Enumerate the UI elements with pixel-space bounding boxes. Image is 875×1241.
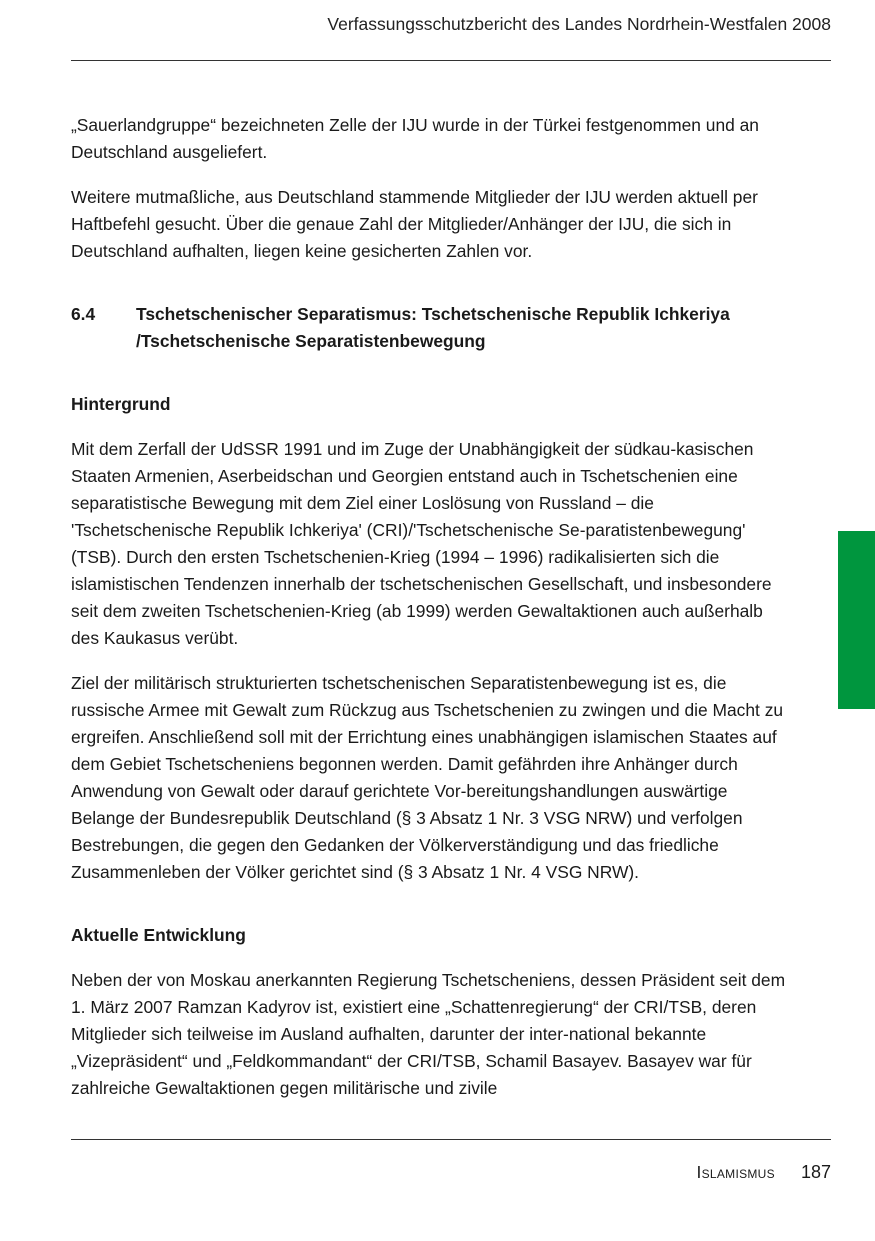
page-body — [71, 112, 791, 1102]
current-paragraph-1: Neben der von Moskau anerkannten Regierung Tschetscheniens, dessen Präsident seit dem 1. März 2007 Ramzan Kadyrov ist, existiert eine „Schattenregierung“ der CRI/TSB, deren Mitglieder sich teilweise im Ausland aufhalten, darunter der inter-national bekannte „Vizepräsident“ und „Feldkommandant“ der CRI/TSB, Schamil Basayev. Basayev war für zahlreiche Gewaltaktionen gegen militärische und zivile — [71, 970, 786, 1098]
background-paragraph-2: Ziel der militärisch strukturierten tschetschenischen Separatistenbewegung ist es, die russische Armee mit Gewalt zum Rückzug aus Tschetschenien zu zwingen und die Macht zu ergreifen. Anschließend soll mit der Errichtung eines unabhängigen islamischen Staates auf dem Gebiet Tschetscheniens begonnen werden. Damit gefährden ihre Anhänger durch Anwendung von Gewalt oder darauf gerichtete Vor-bereitungshandlungen auswärtige Belange der Bundesrepublik Deutschland (§ 3 Absatz 1 Nr. 3 VSG NRW) und verfolgen Bestrebungen, die gegen den Gedanken der Völkerverständigung und das friedliche Zusammenleben der Völker gerichtet sind (§ 3 Absatz 1 Nr. 4 VSG NRW). — [71, 673, 784, 882]
section-heading — [71, 301, 791, 355]
running-header: Verfassungsschutzbericht des Landes Nordrhein-Westfalen 2008 — [327, 14, 831, 34]
section-number: 6.4 — [71, 304, 96, 324]
current-heading: Aktuelle Entwicklung — [71, 925, 246, 945]
background-paragraph-1: Mit dem Zerfall der UdSSR 1991 und im Zuge der Unabhängigkeit der südkau-kasischen Staaten Armenien, Aserbeidschan und Georgien entstand auch in Tschetschenien eine separatistische Bewegung mit dem Ziel einer Loslösung von Russland – die 'Tschetschenische Republik Ichkeriya' (CRI)/'Tschetschenische Se-paratistenbewegung' (TSB). Durch den ersten Tschetschenien-Krieg (1994 – 1996) radikalisierten sich die islamistischen Tendenzen innerhalb der tschetschenischen Gesellschaft, und insbesondere seit dem zweiten Tschetschenien-Krieg (ab 1999) werden Gewaltaktionen auch außerhalb des Kaukasus verübt. — [71, 439, 772, 648]
intro-paragraph-2: Weitere mutmaßliche, aus Deutschland stammende Mitglieder der IJU werden aktuell per Haftbefehl gesucht. Über die genaue Zahl der Mitglieder/Anhänger der IJU, die sich in Deutschland aufhalten, liegen keine gesicherten Zahlen vor. — [71, 187, 758, 261]
page-number: 187 — [800, 1162, 831, 1182]
background-heading: Hintergrund — [71, 394, 171, 414]
page-footer — [696, 1162, 831, 1183]
chapter-tab-marker — [838, 531, 875, 709]
header-rule — [71, 60, 831, 61]
footer-section-name: Islamismus — [696, 1162, 775, 1182]
footer-rule — [71, 1139, 831, 1140]
section-title: Tschetschenischer Separatismus: Tschetschenische Republik Ichkeriya /Tschetschenische Separatistenbewegung — [136, 304, 730, 351]
intro-paragraph-1: „Sauerlandgruppe“ bezeichneten Zelle der IJU wurde in der Türkei festgenommen und an Deutschland ausgeliefert. — [71, 115, 759, 162]
